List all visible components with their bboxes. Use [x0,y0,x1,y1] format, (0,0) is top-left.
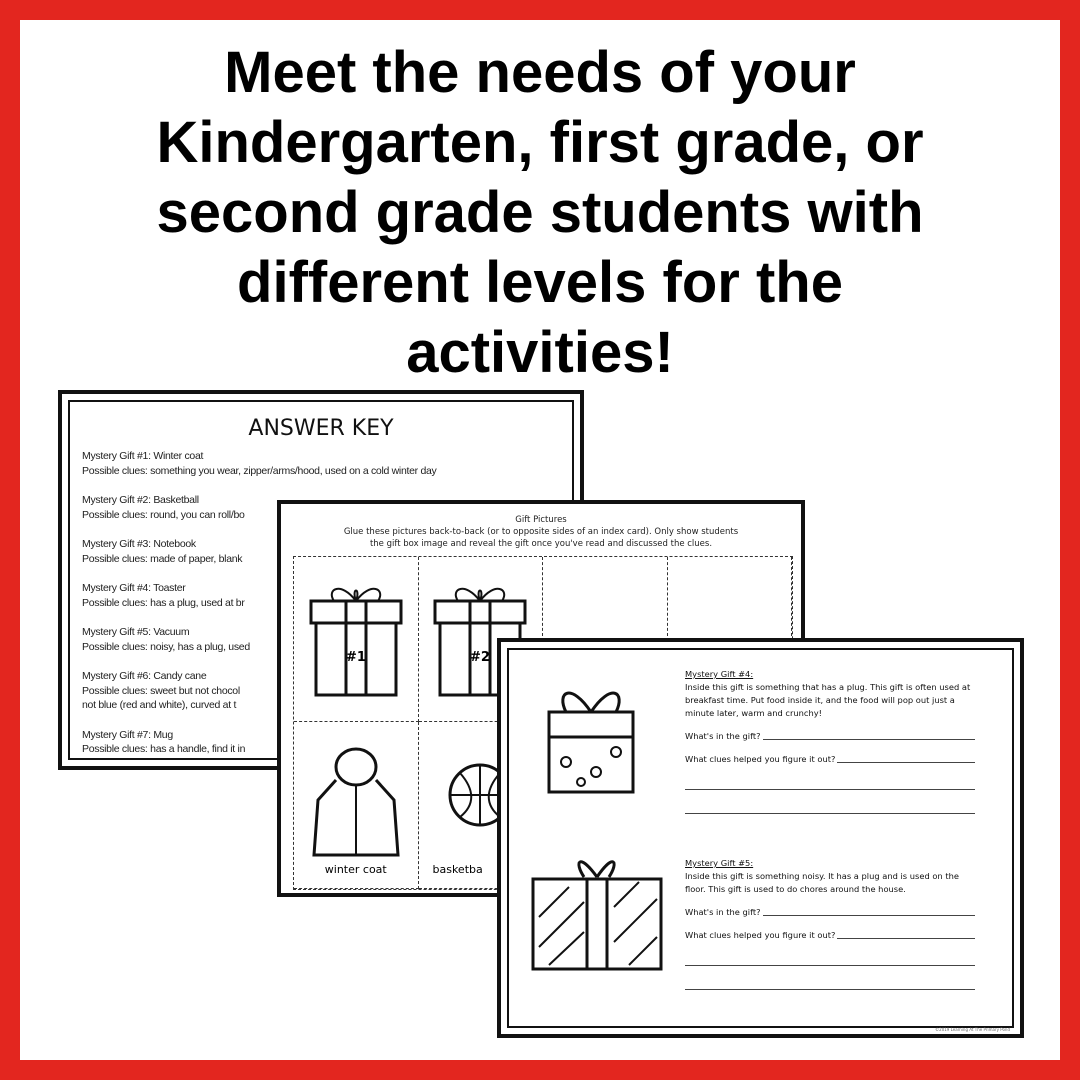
write-line[interactable] [685,942,975,966]
gift-pictures-title: Gift Pictures [515,515,567,525]
headline-line: activities! [406,320,674,385]
answer-item: Mystery Gift #5: Vacuum Possible clues: noisy, has a plug, used [82,626,250,653]
mystery-title: Mystery Gift #5: [685,858,754,868]
clues-field[interactable]: What clues helped you figure it out? [685,753,975,766]
copyright: ©2019 Learning At The Primary Pond [935,1027,1010,1032]
answer-key-title: ANSWER KEY [248,416,394,441]
headline-line: Kindergarten, first grade, or [156,110,924,175]
answer-item: Mystery Gift #2: Basketball Possible clues: round, you can roll/bo [82,494,245,521]
svg-text:#1: #1 [345,650,366,665]
answer-item: Mystery Gift #1: Winter coat Possible clues: something you wear, zipper/arms/hood, used on a cold winter day [82,450,437,477]
headline-line: second grade students with [156,180,924,245]
mystery-gift-worksheet [497,638,1024,1038]
picture-label: winter coat [324,863,387,876]
mystery-text: Inside this gift is something noisy. It has a plug and is used on the floor. This gift is used to do chores around the house. [685,871,959,894]
write-line[interactable] [685,766,975,790]
answer-field[interactable]: What's in the gift? [685,906,975,919]
answer-item: Mystery Gift #6: Candy cane Possible clues: sweet but not chocol not blue (red and white), curved at t [82,670,240,711]
answer-item: Mystery Gift #4: Toaster Possible clues: has a plug, used at br [82,582,245,609]
mystery-gift-5 [685,857,975,990]
card-gift-1 [294,557,419,722]
gift-pictures-header [281,514,801,550]
winter-coat-icon [306,745,406,865]
mystery-text: Inside this gift is something that has a plug. This gift is often used at breakfast time. Put food inside it, and the food will pop out just a minute later, warm and crunchy! [685,682,971,718]
headline-line: Meet the needs of your [224,40,856,105]
headline-line: different levels for the [237,250,843,315]
picture-label: basketba [432,863,483,876]
clues-field[interactable]: What clues helped you figure it out? [685,929,975,942]
mystery-title: Mystery Gift #4: [685,669,754,679]
card-winter-coat [294,722,419,889]
striped-gift-icon [529,847,665,972]
answer-field[interactable]: What's in the gift? [685,730,975,743]
write-line[interactable] [685,966,975,990]
gift-box-icon [306,579,406,699]
gift-pictures-instructions: Glue these pictures back-to-back (or to opposite sides of an index card). Only show students the gift box image and reveal the gift once you've read and discussed the clues. [343,527,739,549]
polka-dot-gift-icon [541,682,641,802]
mystery-gift-4 [685,668,975,814]
answer-item: Mystery Gift #3: Notebook Possible clues: made of paper, blank [82,538,243,565]
write-line[interactable] [685,790,975,814]
svg-text:#2: #2 [470,650,491,665]
answer-item: Mystery Gift #7: Mug Possible clues: has a handle, find it in [82,728,246,755]
headline [0,38,1080,388]
